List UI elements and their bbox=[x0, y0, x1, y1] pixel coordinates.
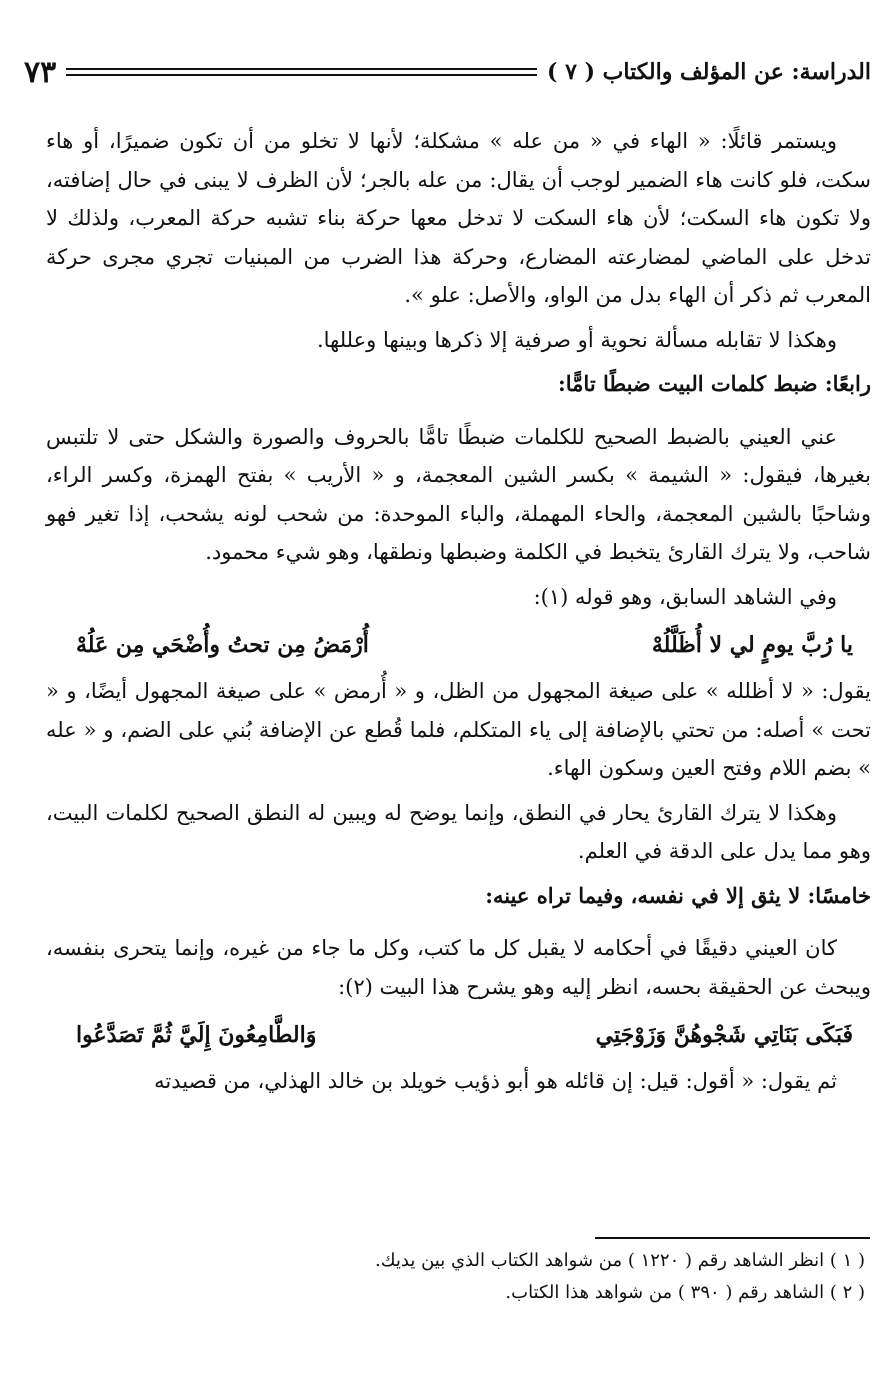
running-header bbox=[24, 52, 871, 92]
header-rule bbox=[66, 68, 537, 76]
paragraph: عني العيني بالضبط الصحيح للكلمات ضبطًا تامًّا بالحروف والصورة والشكل حتى لا تلتبس بغيرها، فيقول: « الشيمة » بكسر الشين المعجمة، و « الأريب » بفتح الهمزة، وكسر الراء، وشاحبًا بالشين المعجمة، والحاء المهملة، والباء الموحدة: من شحب لونه يشحب، إذا تغير فهو شاحب، ولا يترك القارئ يتخبط في الكلمة وضبطها ونطقها، وهو شيء محمود. bbox=[46, 424, 871, 564]
paragraph: كان العيني دقيقًا في أحكامه لا يقبل كل ما كتب، وكل ما جاء من غيره، وإنما يتحرى بنفسه، ويبحث عن الحقيقة بحسه، انظر إليه وهو يشرح هذا البيت (٢): bbox=[46, 936, 871, 999]
paragraph: وهكذا لا يترك القارئ يحار في النطق، وإنما يوضح له ويبين له النطق الصحيح لكلمات البيت، وهو مما يدل على الدقة في العلم. bbox=[46, 800, 871, 863]
verse-hemistich-right: يا رُبَّ يومٍ لي لا أُظَلَّلُهْ bbox=[651, 632, 853, 658]
footnote: ( ١ ) انظر الشاهد رقم ( ١٢٢٠ ) من شواهد الكتاب الذي بين يديك. bbox=[375, 1250, 865, 1271]
paragraph: وهكذا لا تقابله مسألة نحوية أو صرفية إلا ذكرها وبينها وعللها. bbox=[316, 327, 837, 352]
header-rule-line-bottom bbox=[66, 74, 537, 76]
footnotes bbox=[40, 1245, 865, 1309]
header-rule-line-top bbox=[66, 68, 537, 70]
paragraph: وفي الشاهد السابق، وهو قوله (١): bbox=[533, 584, 837, 609]
verse-hemistich-left: أُرْمَضُ مِن تحتُ وأُضْحَي مِن عَلُهْ bbox=[76, 632, 369, 658]
verse-hemistich-right: فَبَكَى بَنَاتِي شَجْوهُنَّ وَزَوْجَتِي bbox=[595, 1022, 853, 1048]
section-heading-fifth: خامسًا: لا يثق إلا في نفسه، وفيما تراه عينه: bbox=[485, 882, 871, 908]
paragraph: يقول: « لا أظلله » على صيغة المجهول من الظل، و « أُرمض » على صيغة المجهول أيضًا، و « تحت » أصله: من تحتي بالإضافة إلى ياء المتكلم، فلما قُطع عن الإضافة بُني على الضم، و « عله » بضم اللام وفتح العين وسكون الهاء. bbox=[46, 679, 871, 780]
paragraph: ثم يقول: « أقول: قيل: إن قائله هو أبو ذؤيب خويلد بن خالد الهذلي، من قصيدته bbox=[154, 1069, 837, 1093]
paragraph-quote: ويستمر قائلًا: « الهاء في « من عله » مشكلة؛ لأنها لا تخلو من أن تكون ضميرًا، أو هاء سكت، فلو كانت هاء الضمير لوجب أن يقال: من عله بالجر؛ لأن الظرف لا يبنى في حال إضافته، ولا تكون هاء السكت؛ لأن هاء السكت لا تدخل معها حركة بناء تشبه حركة المعرب، ولذلك لا تدخل على الماضي لمضارعته المضارع، وحركة هذا الضرب من المبنيات تجري مجرى حركة المعرب ثم ذكر أن الهاء بدل من الواو، والأصل: علو ». bbox=[46, 129, 871, 307]
main-text bbox=[46, 122, 871, 1107]
footnote: ( ٢ ) الشاهد رقم ( ٣٩٠ ) من شواهد هذا الكتاب. bbox=[505, 1282, 865, 1303]
page-number: ٧٣ bbox=[24, 54, 57, 90]
header-title: الدراسة: عن المؤلف والكتاب ( ٧ ) bbox=[547, 59, 871, 85]
verse-line bbox=[46, 622, 871, 668]
section-heading-fourth: رابعًا: ضبط كلمات البيت ضبطًا تامًّا: bbox=[558, 371, 871, 396]
verse-line bbox=[46, 1012, 871, 1058]
footnote-separator bbox=[595, 1237, 870, 1239]
verse-hemistich-left: وَالطَّامِعُونَ إِلَيَّ ثُمَّ تَصَدَّعُوا bbox=[76, 1022, 317, 1048]
